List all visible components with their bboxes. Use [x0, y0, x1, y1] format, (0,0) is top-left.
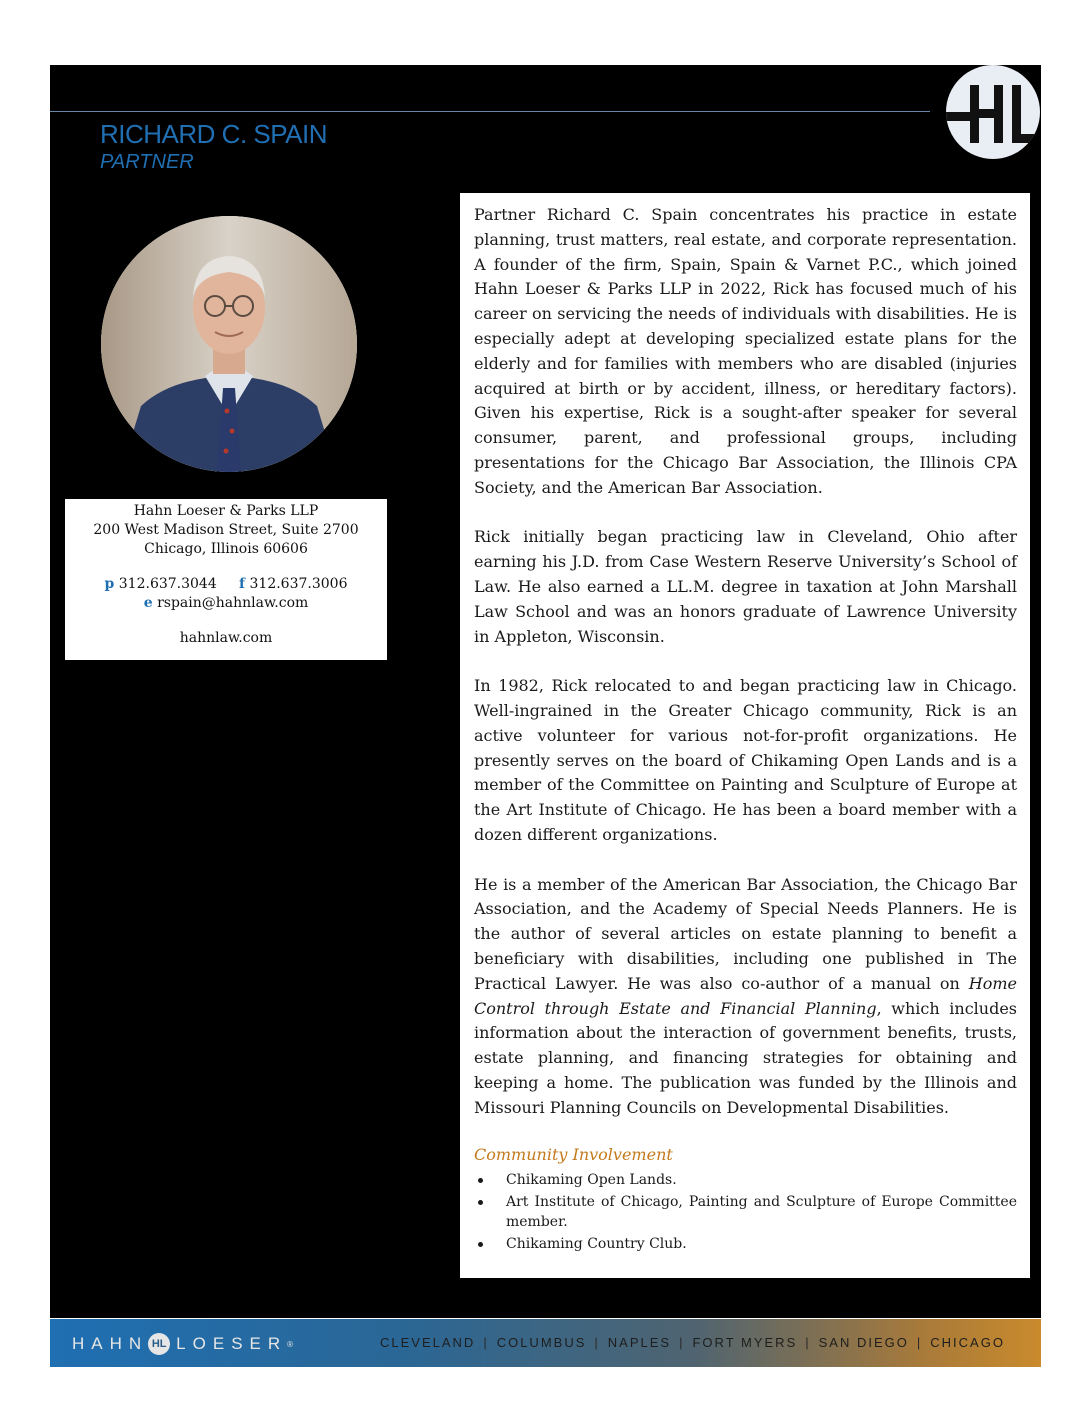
community-item: Art Institute of Chicago, Painting and Sculpture of Europe Committee member. [474, 1192, 1017, 1232]
city-cleveland: CLEVELAND [380, 1335, 476, 1350]
community-list [474, 1170, 1017, 1254]
email-label: e [143, 595, 153, 611]
portrait-photo [101, 216, 357, 472]
hl-logo [946, 65, 1040, 159]
registered-mark: ® [287, 1339, 294, 1349]
manual-title: Home Control through Estate and Financial Planning [474, 973, 1017, 1018]
community-item: Chikaming Country Club. [474, 1234, 1017, 1254]
footer-cities [380, 1335, 1005, 1350]
city-fort-myers: FORT MYERS [692, 1335, 798, 1350]
city-separator: | [679, 1335, 685, 1350]
community-item: Chikaming Open Lands. [474, 1170, 1017, 1190]
person-name: RICHARD C. SPAIN [100, 119, 327, 149]
city-naples: NAPLES [607, 1335, 672, 1350]
header-rule [50, 111, 930, 112]
city-separator: | [594, 1335, 600, 1350]
address-line-2: Chicago, Illinois 60606 [144, 541, 308, 557]
person-title: PARTNER [100, 151, 194, 173]
fax-number: 312.637.3006 [249, 576, 348, 592]
brand-monogram-icon: HL [148, 1333, 170, 1355]
bio-p4-text-2: , which includes information about the interaction of government benefits, trusts, estate planning, and financing strategies for obtaining and keeping a home. The publication was funded by the Illinois and Missouri Planning Councils on Developmental Disabilities. [474, 998, 1017, 1117]
bio-box [460, 193, 1030, 1278]
portrait-illustration [101, 216, 357, 472]
website-link[interactable]: hahnlaw.com [179, 630, 273, 646]
city-columbus: COLUMBUS [496, 1335, 587, 1350]
bio-p4-text-1: He is a member of the American Bar Association, the Chicago Bar Association, and the Academy of Special Needs Planners. He is the author of several articles on estate planning to benefit a beneficiary with disabilities, including one published in The Practical Lawyer. He was also co-author of a manual on [474, 874, 1017, 993]
footer-brand [72, 1333, 293, 1355]
firm-name: Hahn Loeser & Parks LLP [133, 503, 319, 519]
bio-paragraph-4 [474, 873, 1017, 1121]
bio-paragraph-1: Partner Richard C. Spain concentrates his practice in estate planning, trust matters, real estate, and corporate representation. A founder of the firm, Spain, Spain & Varnet P.C., which joined Hahn Loeser & Parks LLP in 2022, Rick has focused much of his career on servicing the needs of individuals with disabilities. He is especially adept at developing specialized estate plans for the elderly and for families with members who are disabled (injuries acquired at birth or by accident, illness, or hereditary factors). Given his expertise, Rick is a sought-after speaker for several consumer, parent, and professional groups, including presentations for the Chicago Bar Association, the Illinois CPA Society, and the American Bar Association. [474, 205, 1017, 497]
city-chicago: CHICAGO [930, 1335, 1005, 1350]
brand-loeser: LOESER [176, 1334, 288, 1353]
hl-logo-icon [946, 65, 1040, 159]
address-line-1: 200 West Madison Street, Suite 2700 [93, 522, 359, 538]
city-separator: | [483, 1335, 489, 1350]
fax-label: f [239, 576, 246, 592]
city-san-diego: SAN DIEGO [818, 1335, 909, 1350]
footer-band [50, 1319, 1041, 1367]
bio-paragraph-2: Rick initially began practicing law in Cleveland, Ohio after earning his J.D. from Case Western Reserve University’s School of Law. He also earned a LL.M. degree in taxation at John Marshall Law School and was an honors graduate of Lawrence University in Appleton, Wisconsin. [474, 527, 1017, 646]
city-separator: | [805, 1335, 811, 1350]
phone-label: p [104, 576, 115, 592]
phone-number[interactable]: 312.637.3044 [118, 576, 217, 592]
name-block [100, 118, 327, 174]
email-link[interactable]: rspain@hahnlaw.com [157, 595, 309, 611]
city-separator: | [916, 1335, 923, 1350]
brand-hahn: HAHN [72, 1334, 149, 1353]
community-heading: Community Involvement [474, 1145, 673, 1165]
contact-card [65, 499, 387, 660]
bio-paragraph-3: In 1982, Rick relocated to and began practicing law in Chicago. Well-ingrained in the Greater Chicago community, Rick is an active volunteer for various not-for-profit organizations. He presently serves on the board of Chikaming Open Lands and is a member of the Committee on Painting and Sculpture of Europe at the Art Institute of Chicago. He has been a board member with a dozen different organizations. [474, 676, 1017, 844]
